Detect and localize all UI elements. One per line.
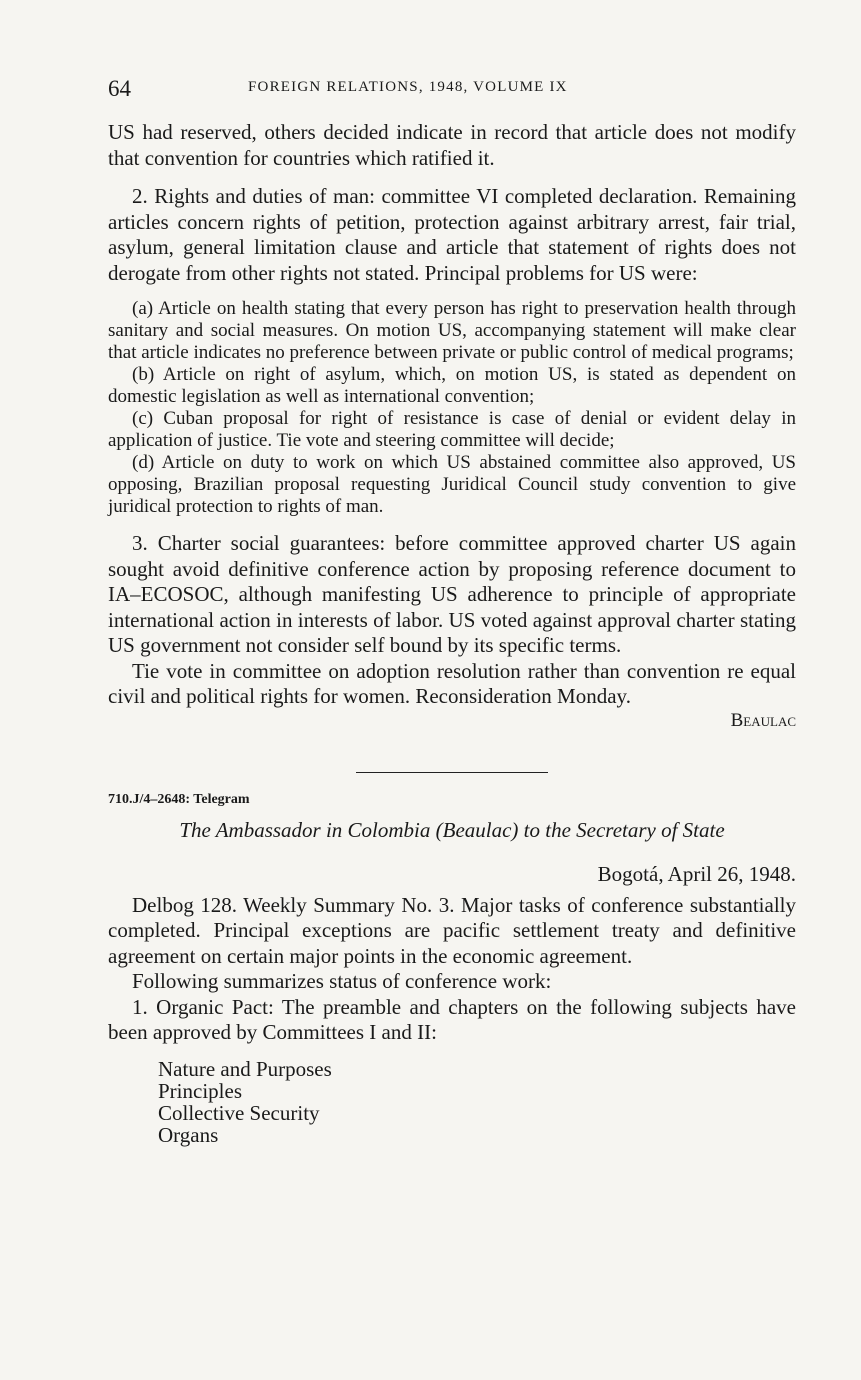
- document-title: The Ambassador in Colombia (Beaulac) to the Secretary of State: [179, 817, 725, 842]
- paragraph-organic-pact: 1. Organic Pact: The preamble and chapters on the following subjects have been approved by Committees I and II:: [108, 994, 796, 1044]
- list-item: Collective Security: [158, 1100, 320, 1125]
- list-item: Nature and Purposes: [158, 1056, 332, 1081]
- list-item: Organs: [158, 1122, 219, 1147]
- running-head: FOREIGN RELATIONS, 1948, VOLUME IX: [248, 79, 568, 95]
- paragraph-rights-of-man: 2. Rights and duties of man: committee VI completed declaration. Remaining articles concern rights of petition, protection against arbitrary arrest, fair trial, asylum, general limitation clause and article that statement of rights does not derogate from other rights not stated. Principal problems for US were:: [108, 184, 796, 285]
- section-divider: [356, 772, 548, 773]
- page-number: 64: [108, 76, 131, 101]
- sub-item-b: (b) Article on right of asylum, which, on motion US, is stated as dependent on domestic legislation as well as international convention;: [108, 364, 796, 407]
- paragraph-tie-vote: Tie vote in committee on adoption resolution rather than convention re equal civil and political rights for women. Reconsideration Monday.: [108, 658, 796, 708]
- chapter-list: [158, 1058, 796, 1146]
- document-reference: 710.J/4–2648: Telegram: [108, 791, 250, 807]
- sub-item-c: (c) Cuban proposal for right of resistance is case of denial or evident delay in application of justice. Tie vote and steering committee will decide;: [108, 408, 796, 451]
- page-body: [108, 120, 796, 1146]
- sub-item-a: (a) Article on health stating that every person has right to preservation health through sanitary and social measures. On motion US, accompanying statement will make clear that article indicates no preference between private or public control of medical programs;: [108, 298, 796, 363]
- sub-item-d: (d) Article on duty to work on which US abstained committee also approved, US opposing, Brazilian proposal requesting Juridical Council study convention to give juridical protection to rights of man.: [108, 452, 796, 517]
- paragraph-social-guarantees: 3. Charter social guarantees: before committee approved charter US again sought avoid definitive conference action by proposing reference document to IA–ECOSOC, although manifesting US adherence to principle of appropriate international action in interests of labor. US voted against approval charter stating US government not consider self bound by its specific terms.: [108, 531, 796, 657]
- paragraph-following: Following summarizes status of conference work:: [132, 969, 552, 993]
- list-item: Principles: [158, 1078, 242, 1103]
- sub-items: [108, 298, 796, 518]
- page-header: [108, 76, 798, 106]
- signature: Beaulac: [730, 709, 796, 731]
- continuation-paragraph: US had reserved, others decided indicate in record that article does not modify that convention for countries which ratified it.: [108, 120, 796, 170]
- paragraph-delbog: Delbog 128. Weekly Summary No. 3. Major tasks of conference substantially completed. Principal exceptions are pacific settlement treaty and definitive agreement on certain major points in the economic agreement.: [108, 892, 796, 968]
- dateline: Bogotá, April 26, 1948.: [597, 861, 796, 886]
